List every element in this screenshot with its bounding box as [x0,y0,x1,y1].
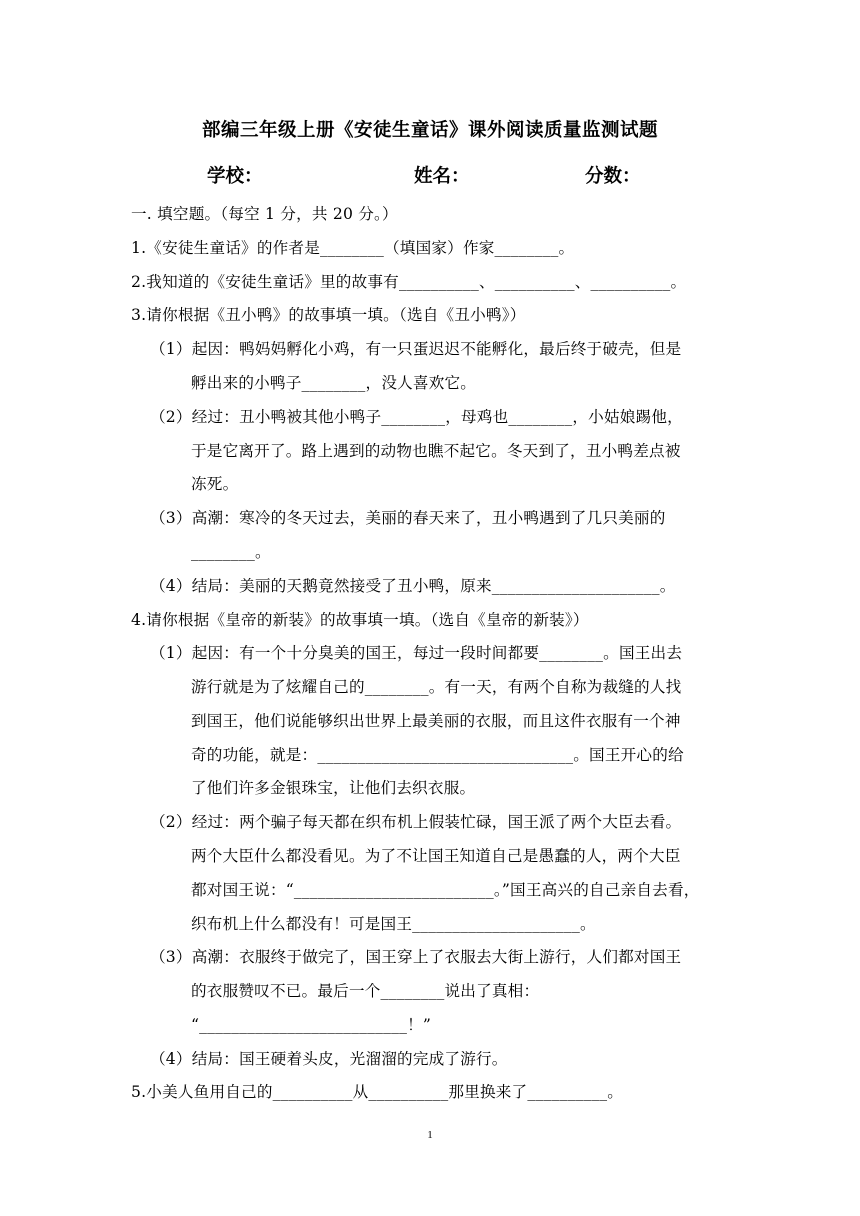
q4-item-3-cont: “__________________________！” [191,1016,432,1034]
q3-item-2-cont: 冻死。 [191,475,239,493]
q3-item-3: （3）高潮：寒冷的冬天过去，美丽的春天来了，丑小鸭遇到了几只美丽的 [150,509,666,527]
question-1: 1.《安徒生童话》的作者是________（填国家）作家________。 [131,239,575,257]
q4-item-1-cont: 奇的功能，就是：________________________________。国王开心的给 [191,746,684,764]
q3-item-2: （2）经过：丑小鸭被其他小鸭子________，母鸡也________，小姑娘踢他， [150,408,683,426]
q3-item-2-cont: 于是它离开了。路上遇到的动物也瞧不起它。冬天到了，丑小鸭差点被 [191,442,681,460]
q4-item-1: （1）起因：有一个十分臭美的国王，每过一段时间都要________。国王出去 [150,644,683,662]
q4-item-2: （2）经过：两个骗子每天都在织布机上假装忙碌，国王派了两个大臣去看。 [150,813,682,831]
q3-item-1-cont: 孵出来的小鸭子________，没人喜欢它。 [191,374,477,392]
question-4: 4.请你根据《皇帝的新装》的故事填一填。（选自《皇帝的新装》） [131,611,589,629]
q4-item-3-cont: 的衣服赞叹不已。最后一个________说出了真相： [191,982,540,1000]
q4-item-2-cont: 织布机上什么都没有！可是国王_____________________。 [191,915,596,933]
q4-item-4: （4）结局：国王硬着头皮，光溜溜的完成了游行。 [150,1050,508,1068]
q4-item-2-cont: 两个大臣什么都没看见。为了不让国王知道自己是愚蠢的人，两个大臣 [191,847,681,865]
q4-item-1-cont: 到国王，他们说能够织出世界上最美丽的衣服，而且这件衣服有一个神 [191,712,681,730]
q4-item-2-cont: 都对国王说：“_________________________。”国王高兴的自己亲自去看， [191,881,700,899]
page-number: 1 [427,1129,433,1141]
q4-item-1-cont: 了他们许多金银珠宝，让他们去织衣服。 [191,779,476,797]
score-label: 分数： [585,166,641,187]
question-2: 2.我知道的《安徒生童话》里的故事有__________、__________、__________。 [131,273,687,291]
q4-item-1-cont: 游行就是为了炫耀自己的________。有一天，有两个自称为裁缝的人找 [191,678,682,696]
document-title: 部编三年级上册《安徒生童话》课外阅读质量监测试题 [201,120,658,141]
q4-item-3: （3）高潮：衣服终于做完了，国王穿上了衣服去大街上游行，人们都对国王 [150,948,682,966]
name-label: 姓名： [414,166,470,187]
q3-item-3-cont: ________。 [191,543,271,561]
q3-item-4: （4）结局：美丽的天鹅竟然接受了丑小鸭，原来_____________________。 [150,577,676,595]
question-3: 3.请你根据《丑小鸭》的故事填一填。（选自《丑小鸭》） [131,306,526,324]
question-5: 5.小美人鱼用自己的__________从__________那里换来了__________。 [131,1083,624,1101]
q3-item-1: （1）起因：鸭妈妈孵化小鸡，有一只蛋迟迟不能孵化，最后终于破壳，但是 [150,340,682,358]
section-heading: 一. 填空题。（每空 1 分，共 20 分。） [131,205,398,223]
school-label: 学校： [207,166,263,187]
